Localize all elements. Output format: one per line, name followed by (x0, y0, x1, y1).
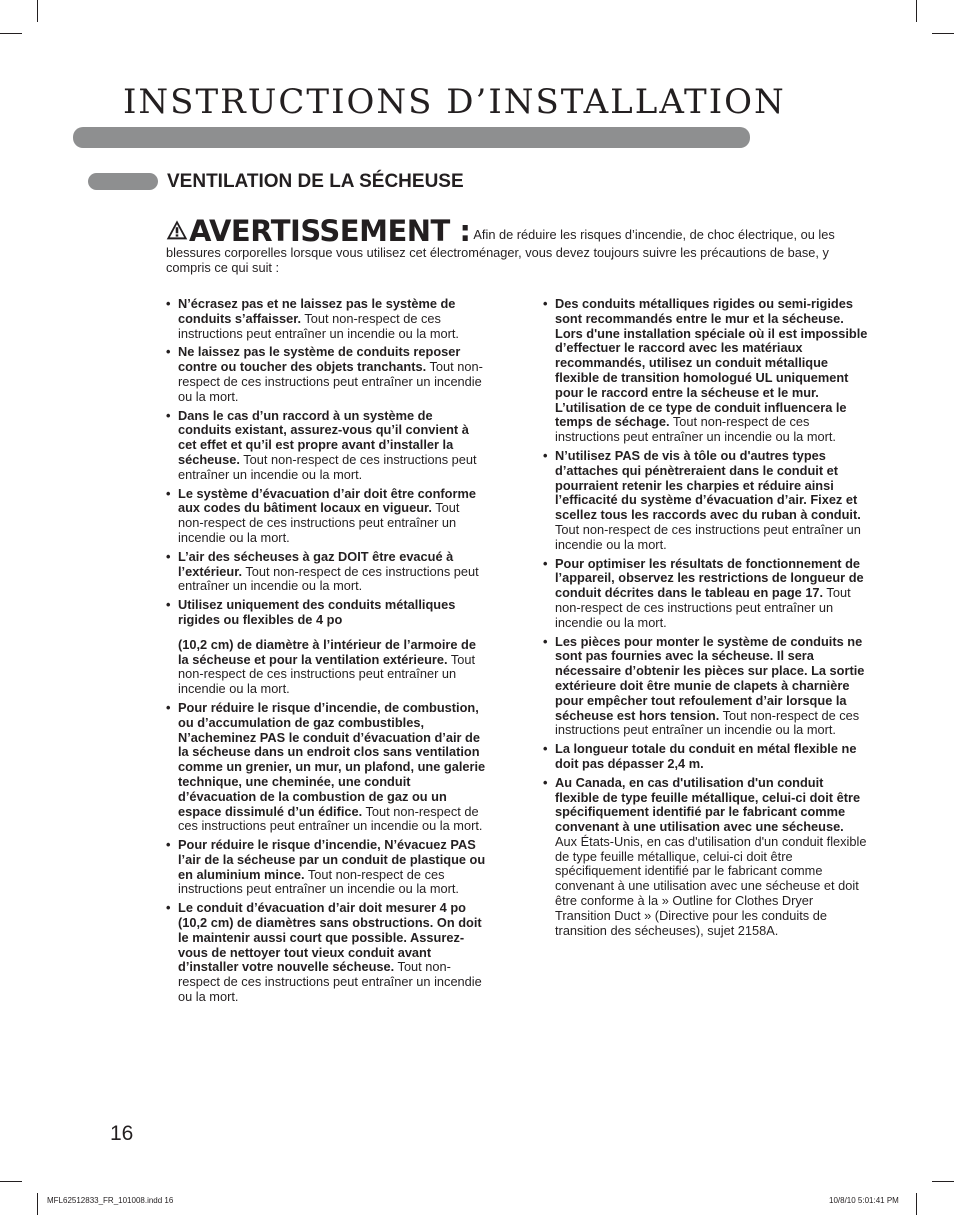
list-item: • Le conduit d’évacuation d’air doit mesurer 4 po (10,2 cm) de diamètres sans obstructions. On doit le maintenir aussi court que possible. Assurez-vous de nettoyer tout vieux conduit avant d’installer votre nouvelle sécheuse. Tout non-respect de ces instructions peut entraîner un incendie ou la mort. (166, 900, 482, 1005)
left-column (166, 297, 488, 1009)
crop-mark (0, 1181, 22, 1182)
section-marker (88, 173, 158, 190)
list-item: • Utilisez uniquement des conduits métalliques rigides ou flexibles de 4 po (10,2 cm) de diamètre à l’intérieur de l’armoire de la sécheuse et pour la ventilation extérieure. Tout non-respect de ces instructions peut entraîner un incendie ou la mort. (166, 597, 476, 697)
list-item: • Pour optimiser les résultats de fonctionnement de l’appareil, observez les restrictions de longueur de conduit décrites dans le tableau en page 17. Tout non-respect de ces instructions peut entraîner un incendie ou la mort. (543, 555, 864, 630)
section-title: VENTILATION DE LA SÉCHEUSE (167, 171, 464, 192)
list-item: • Au Canada, en cas d'utilisation d'un conduit flexible de type feuille métallique, celui-ci doit être spécifiquement identifié par le fabricant comme convenant à une utilisation avec une sécheuse. Aux États-Unis, en cas d'utilisation d'un conduit flexible de type feuille métallique, celui-ci doit être spécifiquement identifié par le fabricant comme convenant à une utilisation avec une sécheuse et doit être conforme à la » Outline for Clothes Dryer Transition Duct » (Directive pour les conduits de transition des sécheuses), sujet 2158A. (543, 774, 867, 938)
crop-mark (916, 0, 917, 22)
crop-mark (916, 1193, 917, 1215)
crop-mark (0, 33, 22, 34)
list-item: • La longueur totale du conduit en métal flexible ne doit pas dépasser 2,4 m. (543, 741, 857, 771)
warning-heading: AVERTISSEMENT : (189, 214, 471, 248)
list-item: • Ne laissez pas le système de conduits reposer contre ou toucher des objets tranchants. Tout non-respect de ces instructions peut entraîner un incendie ou la mort. (166, 344, 483, 404)
warning-text: Afin de réduire les risques d’incendie, de choc électrique, ou les blessures corporelles lorsque vous utilisez cet électroménager, vous devez toujours suivre les précautions de base, y compris ce qui suit : (166, 227, 835, 275)
crop-mark (932, 1181, 954, 1182)
crop-mark (37, 1193, 38, 1215)
list-item: • Des conduits métalliques rigides ou semi-rigides sont recommandés entre le mur et la sécheuse. Lors d'une installation spéciale où il est impossible d’effectuer le raccord avec les matériaux recommandés, utilisez un conduit métallique flexible de transition homologué UL uniquement pour le raccord entre la sécheuse et le mur. L’utilisation de ce type de conduit influencera le temps de séchage. Tout non-respect de ces instructions peut entraîner un incendie ou la mort. (543, 296, 868, 445)
list-item: • N’écrasez pas et ne laissez pas le système de conduits s’affaisser. Tout non-respect de ces instructions peut entraîner un incendie ou la mort. (166, 296, 459, 341)
list-item: • Pour réduire le risque d’incendie, N’évacuez PAS l’air de la sécheuse par un conduit de plastique ou en aluminium mince. Tout non-respect de ces instructions peut entraîner un incendie ou la mort. (166, 837, 486, 897)
footer-file: MFL62512833_FR_101008.indd 16 (47, 1196, 174, 1205)
right-column (543, 297, 868, 942)
list-item: • L’air des sécheuses à gaz DOIT être evacué à l’extérieur. Tout non-respect de ces instructions peut entraîner un incendie ou la mort. (166, 548, 479, 594)
list-item: • N’utilisez PAS de vis à tôle ou d'autres types d’attaches qui pénètreraient dans le conduit et pourraient retenir les charpies et réduire ainsi l’efficacité du système d’évacuation d’air. Fixez et scellez tous les raccords avec du ruban à conduit. Tout non-respect de ces instructions peut entraîner un incendie ou la mort. (543, 447, 861, 552)
header-bar (73, 127, 750, 148)
list-item: • Dans le cas d’un raccord à un système de conduits existant, assurez-vous qu’il convient à cet effet et qu’il est propre avant d’installer la sécheuse. Tout non-respect de ces instructions peut entraîner un incendie ou la mort. (166, 407, 477, 482)
page-title: INSTRUCTIONS D’INSTALLATION (123, 82, 786, 122)
crop-mark (932, 33, 954, 34)
list-item: • Pour réduire le risque d’incendie, de combustion, ou d’accumulation de gaz combustibles, N’acheminez PAS le conduit d’évacuation d’air de la sécheuse dans un endroit clos sans ventilation comme un grenier, un mur, un plafond, une galerie technique, une cheminée, une conduit d’évacuation de la combustion de gaz ou un espace dissimulé d’un édifice. Tout non-respect de ces instructions peut entraîner un incendie ou la mort. (166, 699, 486, 834)
crop-mark (37, 0, 38, 22)
list-item: • Le système d’évacuation d’air doit être conforme aux codes du bâtiment locaux en vigueur. Tout non-respect de ces instructions peut entraîner un incendie ou la mort. (166, 485, 476, 545)
page-number: 16 (110, 1122, 134, 1145)
warning-triangle-icon (166, 219, 188, 241)
footer-timestamp: 10/8/10 5:01:41 PM (829, 1196, 899, 1205)
warning-block (166, 214, 856, 275)
list-item: • Les pièces pour monter le système de conduits ne sont pas fournies avec la sécheuse. Il sera nécessaire d’obtenir les pièces sur place. La sortie extérieure doit être munie de clapets à charnière pour empêcher tout refoulement d’air lorsque la sécheuse est hors tension. Tout non-respect de ces instructions peut entraîner un incendie ou la mort. (543, 633, 865, 738)
